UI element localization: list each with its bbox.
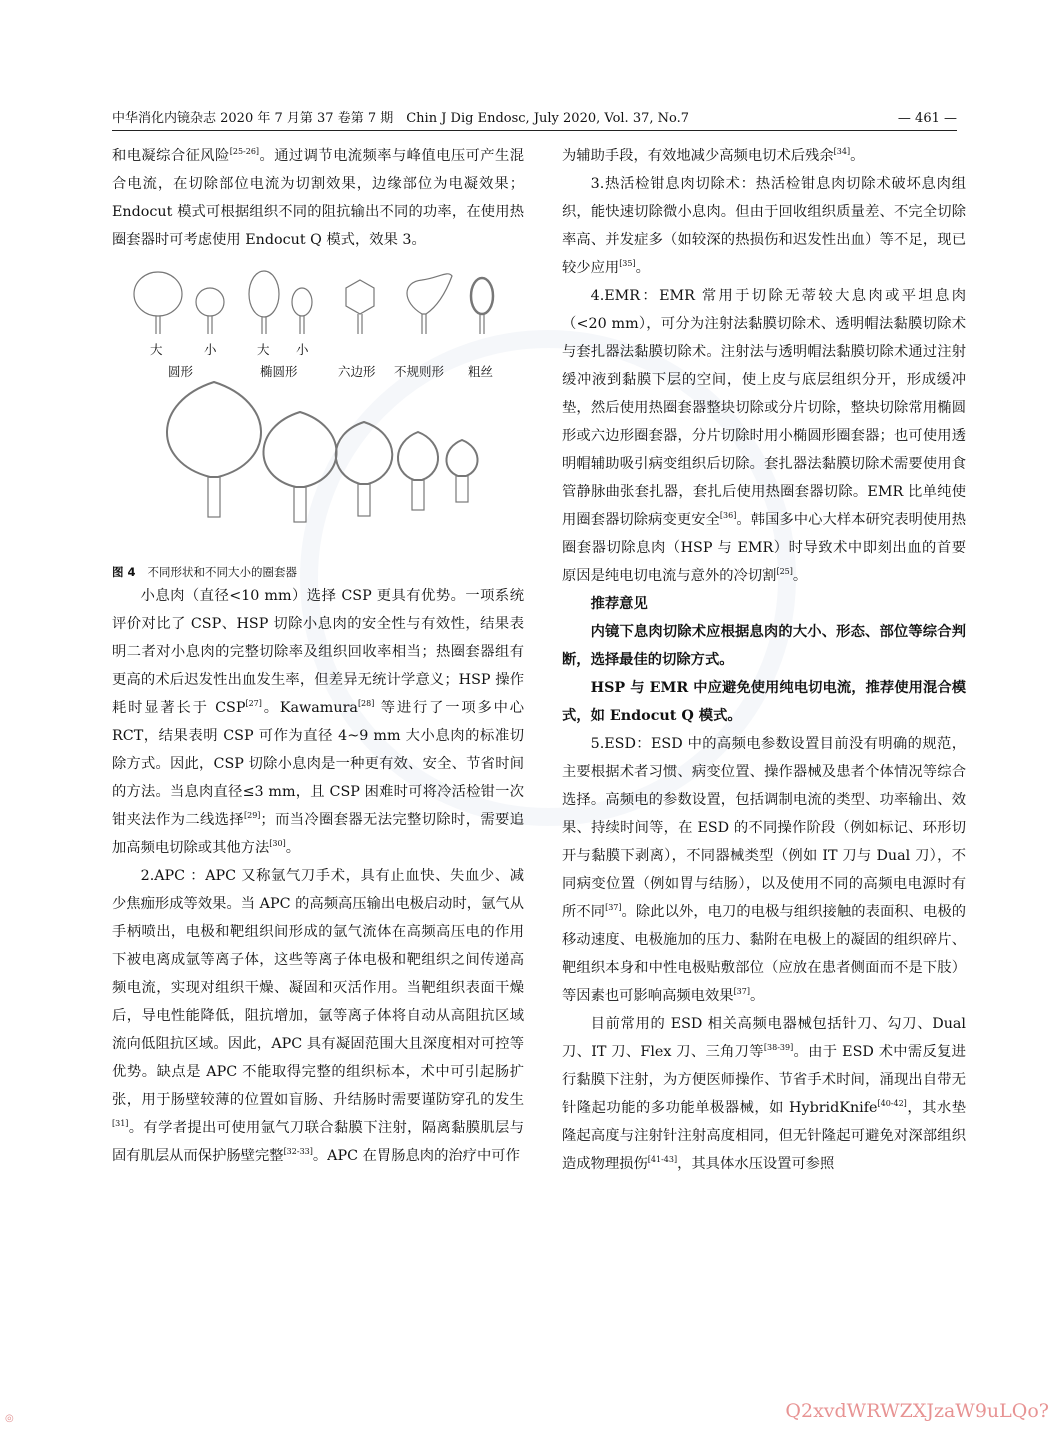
paragraph: 2.APC ：APC 又称氩气刀手术，具有止血快、失血少、减少焦痂形成等效果。当 APC 的高频高压输出电极启动时，氩气从手柄喷出，电极和靶组织间形成的氩气流体在高频高压电的作用下被电离成氩等离子体，这些等离子体电极和靶组织之间传递高频电流，实现对组织干燥、凝固和灭活作用。当靶组织表面干燥后，导电性能降低，阻抗增加，氩等离子体将自动从高阻抗区域流向低阻抗区域。因此，APC 具有凝固范围大且深度相对可控等优势。缺点是 APC 不能取得完整的组织标本，术中可引起肠扩张，用于肠壁较薄的位置如盲肠、升结肠时需要谨防穿孔的发生[31]。有学者提出可使用氩气刀联合黏膜下注射，隔离黏膜肌层与固有肌层从而保护肠壁完整[32-33]。APC 在胃肠息肉的治疗中可作 bbox=[112, 868, 524, 1164]
label-hexagonal: 六边形 bbox=[338, 364, 376, 379]
label-irregular: 不规则形 bbox=[394, 364, 445, 379]
snare-diagram bbox=[112, 262, 524, 562]
page-number: — 461 — bbox=[897, 111, 957, 126]
paragraph: 和电凝综合征风险[25-26]。通过调节电流频率与峰值电压可产生混合电流，在切除部位电流为切割效果，边缘部位为电凝效果；Endocut 模式可根据组织不同的阻抗输出不同的功率，在使用热圈套器时可考虑使用 Endocut Q 模式，效果 3。 bbox=[112, 147, 524, 248]
paragraph: 目前常用的 ESD 相关高频电器械包括针刀、勾刀、Dual 刀、IT 刀、Flex 刀、三角刀等[38-39]。由于 ESD 术中需反复进行黏膜下注射，为方便医师操作、节省手术时间，涌现出自带无针隆起功能的多功能单极器械，如 HybridKnife[40-42]，其水垫隆起高度与注射针注射高度相同，但无针隆起可避免对深部组织造成物理损伤[41-43]，其具体水压设置可参照 bbox=[562, 1016, 967, 1172]
label-small: 小 bbox=[204, 342, 217, 357]
left-column bbox=[112, 142, 524, 1170]
label-oval: 椭圆形 bbox=[260, 364, 298, 379]
label-small: 小 bbox=[296, 342, 309, 357]
journal-citation: 中华消化内镜杂志 2020 年 7 月第 37 卷第 7 期 Chin J Dig Endosc, July 2020, Vol. 37, No.7 bbox=[112, 111, 690, 126]
paragraph: 小息肉（直径<10 mm）选择 CSP 更具有优势。一项系统评价对比了 CSP、HSP 切除小息肉的安全性与有效性，结果表明二者对小息肉的完整切除率及组织回收率相当；热圈套器组有更高的术后迟发性出血发生率，但差异无统计学意义；HSP 操作耗时显著长于 CSP[27]。Kawamura[28] 等进行了一项多中心 RCT，结果表明 CSP 可作为直径 4~9 mm 大小息肉的标准切除方式。因此，CSP 切除小息肉是一种更有效、安全、节省时间的方法。当息肉直径≤3 mm，且 CSP 困难时可将冷活检钳一次钳夹法作为二线选择[29]；而当冷圈套器无法完整切除时，需要追加高频电切除或其他方法[30]。 bbox=[112, 588, 525, 856]
paragraph: 4.EMR：EMR 常用于切除无蒂较大息肉或平坦息肉（<20 mm），可分为注射法黏膜切除术、透明帽法黏膜切除术与套扎器法黏膜切除术。注射法与透明帽法黏膜切除术通过注射缓冲液到黏膜下层的空间，使上皮与底层组织分开，形成缓冲垫，然后使用热圈套器整块切除或分片切除，整块切除常用椭圆形或六边形圈套器，分片切除时用小椭圆形圈套器；也可使用透明帽辅助吸引病变组织后切除。套扎器法黏膜切除术需要使用食管静脉曲张套扎器，套扎后使用热圈套器切除。EMR 比单纯使用圈套器切除病变更安全[36]。韩国多中心大样本研究表明使用热圈套器切除息肉（HSP 与 EMR）时导致术中即刻出血的首要原因是纯电切电流与意外的冷切割[25]。 bbox=[562, 288, 967, 584]
label-large: 大 bbox=[257, 342, 270, 357]
snare-figure bbox=[112, 262, 524, 562]
publisher-logo: ◎ bbox=[5, 1413, 14, 1424]
paragraph: 3.热活检钳息肉切除术：热活检钳息肉切除术破坏息肉组织，能快速切除微小息肉。但由于回收组织质量差、不完全切除率高、并发症多（如较深的热损伤和迟发性出血）等不足，现已较少应用[35]。 bbox=[562, 176, 966, 276]
label-round: 圆形 bbox=[168, 364, 194, 379]
document-code: Q2xvdWRWZXJzaW9uLQo? bbox=[785, 1400, 1049, 1422]
right-column bbox=[562, 142, 966, 1178]
paragraph: 为辅助手段，有效地减少高频电切术后残余[34]。 bbox=[562, 147, 865, 164]
recommendation-title: 推荐意见 bbox=[590, 596, 648, 612]
paragraph: 5.ESD：ESD 中的高频电参数设置目前没有明确的规范，主要根据术者习惯、病变位置、操作器械及患者个体情况等综合选择。高频电的参数设置，包括调制电流的类型、功率输出、效果、持续时间等，在 ESD 的不同操作阶段（例如标记、环形切开与黏膜下剥离），不同器械类型（例如 IT 刀与 Dual 刀），不同病变位置（例如胃与结肠），以及使用不同的高频电电源时有所不同[37]。除此以外，电刀的电极与组织接触的表面积、电极的移动速度、电极施加的压力、黏附在电极上的凝固的组织碎片、靶组织本身和中性电极贴敷部位（应放在患者侧面而不是下肢）等因素也可影响高频电效果[37]。 bbox=[562, 736, 967, 1004]
recommendation-item: HSP 与 EMR 中应避免使用纯电切电流，推荐使用混合模式，如 Endocut Q 模式。 bbox=[562, 680, 966, 724]
recommendation-item: 内镜下息肉切除术应根据息肉的大小、形态、部位等综合判断，选择最佳的切除方式。 bbox=[562, 624, 966, 668]
label-large: 大 bbox=[150, 342, 163, 357]
figure-caption: 图 4 不同形状和不同大小的圈套器 bbox=[112, 565, 298, 579]
label-thick-wire: 粗丝 bbox=[468, 364, 494, 379]
running-header bbox=[112, 102, 957, 131]
